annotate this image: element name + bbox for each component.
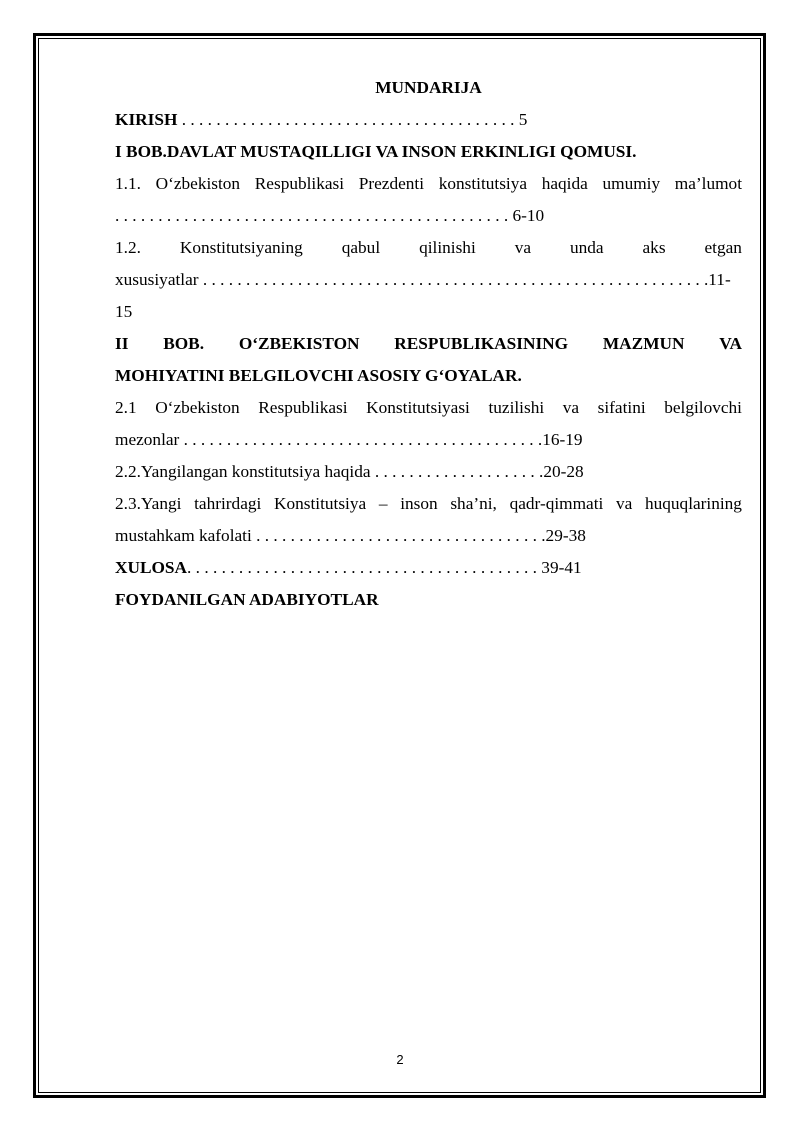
word: VA	[719, 334, 742, 353]
word: va	[514, 238, 532, 257]
word: Konstitutsiya	[274, 494, 367, 513]
word: va	[562, 398, 580, 417]
word: sifatini	[597, 398, 646, 417]
word: O‘zbekiston	[155, 174, 241, 193]
word: Konstitutsiyaning	[179, 238, 303, 257]
word: tahrirdagi	[194, 494, 262, 513]
toc-entry-1-1[interactable]	[115, 168, 742, 200]
page-number: 2	[396, 1052, 404, 1067]
toc-title: MUNDARIJA	[375, 78, 482, 97]
word: 1.2.	[115, 238, 141, 257]
toc-entry-kirish[interactable]	[115, 104, 742, 136]
chapter-2-heading-line-2: MOHIYATINI BELGILOVCHI ASOSIY G‘OYALAR.	[115, 366, 522, 385]
word: BOB.	[163, 334, 205, 353]
word: Respublikasi	[258, 398, 348, 417]
toc-entry-2-3[interactable]	[115, 488, 742, 520]
toc-entry-1-2-leader: xususiyatlar . . . . . . . . . . . . . . . . . . . . . . . . . . . . . . . . . . . . . . . . . . . . . . . . . . . . . . . . . . .11-	[115, 270, 731, 289]
toc-entry-1-2[interactable]	[115, 232, 742, 264]
xulosa-page-leader: . . . . . . . . . . . . . . . . . . . . . . . . . . . . . . . . . . . . . . . . . 39-41	[187, 558, 582, 577]
toc-entry-1-2-page-continuation: 15	[115, 302, 133, 321]
word: RESPUBLIKASINING	[394, 334, 569, 353]
word: etgan	[704, 238, 742, 257]
word: 2.3.Yangi	[115, 494, 182, 513]
chapter-2-heading[interactable]	[115, 328, 742, 360]
word: va	[615, 494, 633, 513]
toc-entry-adabiyotlar[interactable]: FOYDANILGAN ADABIYOTLAR	[115, 590, 379, 609]
word: Respublikasi	[254, 174, 345, 193]
word: 1.1.	[115, 174, 141, 193]
toc-entry-xulosa[interactable]	[115, 552, 742, 584]
table-of-contents	[115, 72, 742, 616]
toc-entry-2-2[interactable]: 2.2.Yangilangan konstitutsiya haqida . . . . . . . . . . . . . . . . . . . .20-28	[115, 462, 584, 481]
word: –	[378, 494, 388, 513]
word: O‘zbekiston	[155, 398, 240, 417]
kirish-label: KIRISH	[115, 110, 178, 129]
word: inson	[400, 494, 438, 513]
word: umumiy	[602, 174, 661, 193]
toc-entry-2-1-leader: mezonlar . . . . . . . . . . . . . . . . . . . . . . . . . . . . . . . . . . . . . . . . . .16-19	[115, 430, 583, 449]
word: Prezdenti	[358, 174, 425, 193]
word: haqida	[541, 174, 588, 193]
word: tuzilishi	[488, 398, 545, 417]
word: O‘ZBEKISTON	[238, 334, 360, 353]
word: aks	[642, 238, 666, 257]
word: II	[115, 334, 129, 353]
word: konstitutsiya	[438, 174, 528, 193]
word: belgilovchi	[664, 398, 742, 417]
word: MAZMUN	[602, 334, 685, 353]
toc-entry-2-3-leader: mustahkam kafolati . . . . . . . . . . . . . . . . . . . . . . . . . . . . . . . . . .29-38	[115, 526, 586, 545]
xulosa-label: XULOSA	[115, 558, 188, 577]
word: 2.1	[115, 398, 137, 417]
chapter-1-heading[interactable]: I BOB.DAVLAT MUSTAQILLIGI VA INSON ERKINLIGI QOMUSI.	[115, 142, 637, 161]
word: huquqlarining	[644, 494, 742, 513]
word: unda	[569, 238, 604, 257]
word: sha’ni,	[450, 494, 497, 513]
word: qadr-qimmati	[509, 494, 604, 513]
word: qabul	[341, 238, 381, 257]
toc-entry-2-1[interactable]	[115, 392, 742, 424]
word: ma’lumot	[674, 174, 742, 193]
word: Konstitutsiyasi	[366, 398, 470, 417]
word: qilinishi	[419, 238, 476, 257]
toc-entry-1-1-leader: . . . . . . . . . . . . . . . . . . . . . . . . . . . . . . . . . . . . . . . . . . . . . . 6-10	[115, 206, 545, 225]
kirish-page-leader: . . . . . . . . . . . . . . . . . . . . . . . . . . . . . . . . . . . . . . . 5	[177, 110, 528, 129]
